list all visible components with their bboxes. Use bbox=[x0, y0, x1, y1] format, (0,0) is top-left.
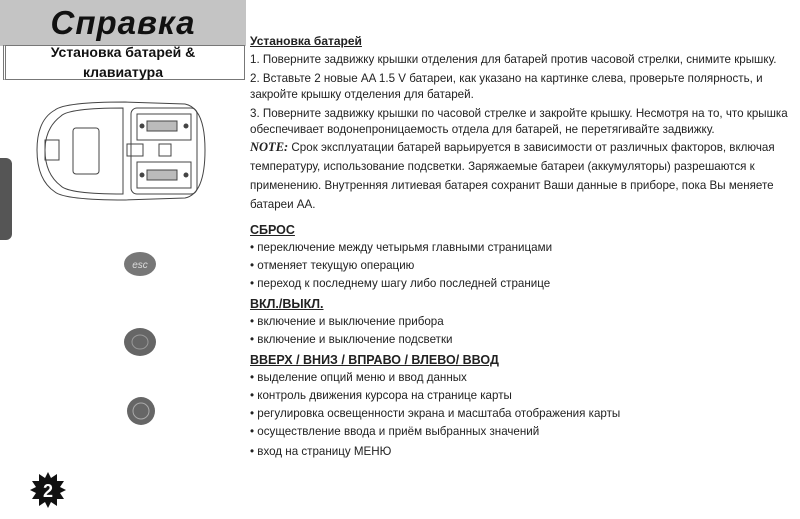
list-item: • осуществление ввода и приём выбранных значений bbox=[250, 423, 795, 440]
esc-button-icon bbox=[122, 250, 158, 278]
list-item: • включение и выключение прибора bbox=[250, 313, 795, 330]
page-number: 2 bbox=[42, 481, 54, 501]
esc-icon-label: esc bbox=[132, 260, 148, 271]
battery-heading: Установка батарей bbox=[250, 34, 362, 48]
list-item: • переключение между четырьмя главными страницами bbox=[250, 239, 795, 256]
section-subtitle bbox=[0, 42, 246, 82]
device-battery-compartment-illustration bbox=[35, 100, 207, 202]
content-column bbox=[250, 33, 795, 460]
nav-heading: ВВЕРХ / ВНИЗ / ВПРАВО / ВЛЕВО/ ВВОД bbox=[250, 353, 499, 367]
battery-step-1: 1. Поверните задвижку крышки отделения для батарей против часовой стрелки, снимите крышку. bbox=[250, 53, 777, 66]
list-item: • включение и выключение подсветки bbox=[250, 331, 795, 348]
enter-joystick-button-icon bbox=[125, 395, 157, 427]
battery-step-2: 2. Вставьте 2 новые AA 1.5 V батареи, как указано на картинке слева, проверьте полярность, и закройте крышку отделения для батарей. bbox=[250, 72, 763, 101]
battery-step-3: 3. Поверните задвижку крышки по часовой стрелке и закройте крышку. Несмотря на то, что крышка обеспечивает водонепроницаемость отдела для батарей, не перетягивайте задвижку. bbox=[250, 107, 788, 136]
list-item: • выделение опций меню и ввод данных bbox=[250, 369, 795, 386]
list-item: • переход к последнему шагу либо последней странице bbox=[250, 275, 795, 292]
power-button-icon bbox=[122, 326, 158, 358]
subtitle-line-2: клавиатура bbox=[82, 64, 163, 80]
list-item: • отменяет текущую операцию bbox=[250, 257, 795, 274]
note-text: Срок эксплуатации батарей варьируется в зависимости от различных факторов, включая температуру, использование подсветки. Заряжаемые батареи (аккумуляторы) разрешаются к применению. Внутренняя литиевая батарея сохранит Ваши данные в приборе, пока Вы меняете батареи AA. bbox=[250, 141, 775, 211]
note-label: NOTE: bbox=[250, 140, 289, 154]
power-heading: ВКЛ./ВЫКЛ. bbox=[250, 297, 324, 311]
esc-heading: СБРОС bbox=[250, 223, 295, 237]
list-item: • регулировка освещенности экрана и масштаба отображения карты bbox=[250, 405, 795, 422]
battery-note bbox=[250, 138, 795, 214]
list-item: • вход на страницу МЕНЮ bbox=[250, 443, 795, 460]
subtitle-line-1: Установка батарей & bbox=[50, 44, 196, 60]
page-number-badge bbox=[30, 472, 66, 508]
side-tab bbox=[0, 158, 12, 240]
list-item: • контроль движения курсора на странице карты bbox=[250, 387, 795, 404]
page-title: Справка bbox=[50, 4, 196, 41]
